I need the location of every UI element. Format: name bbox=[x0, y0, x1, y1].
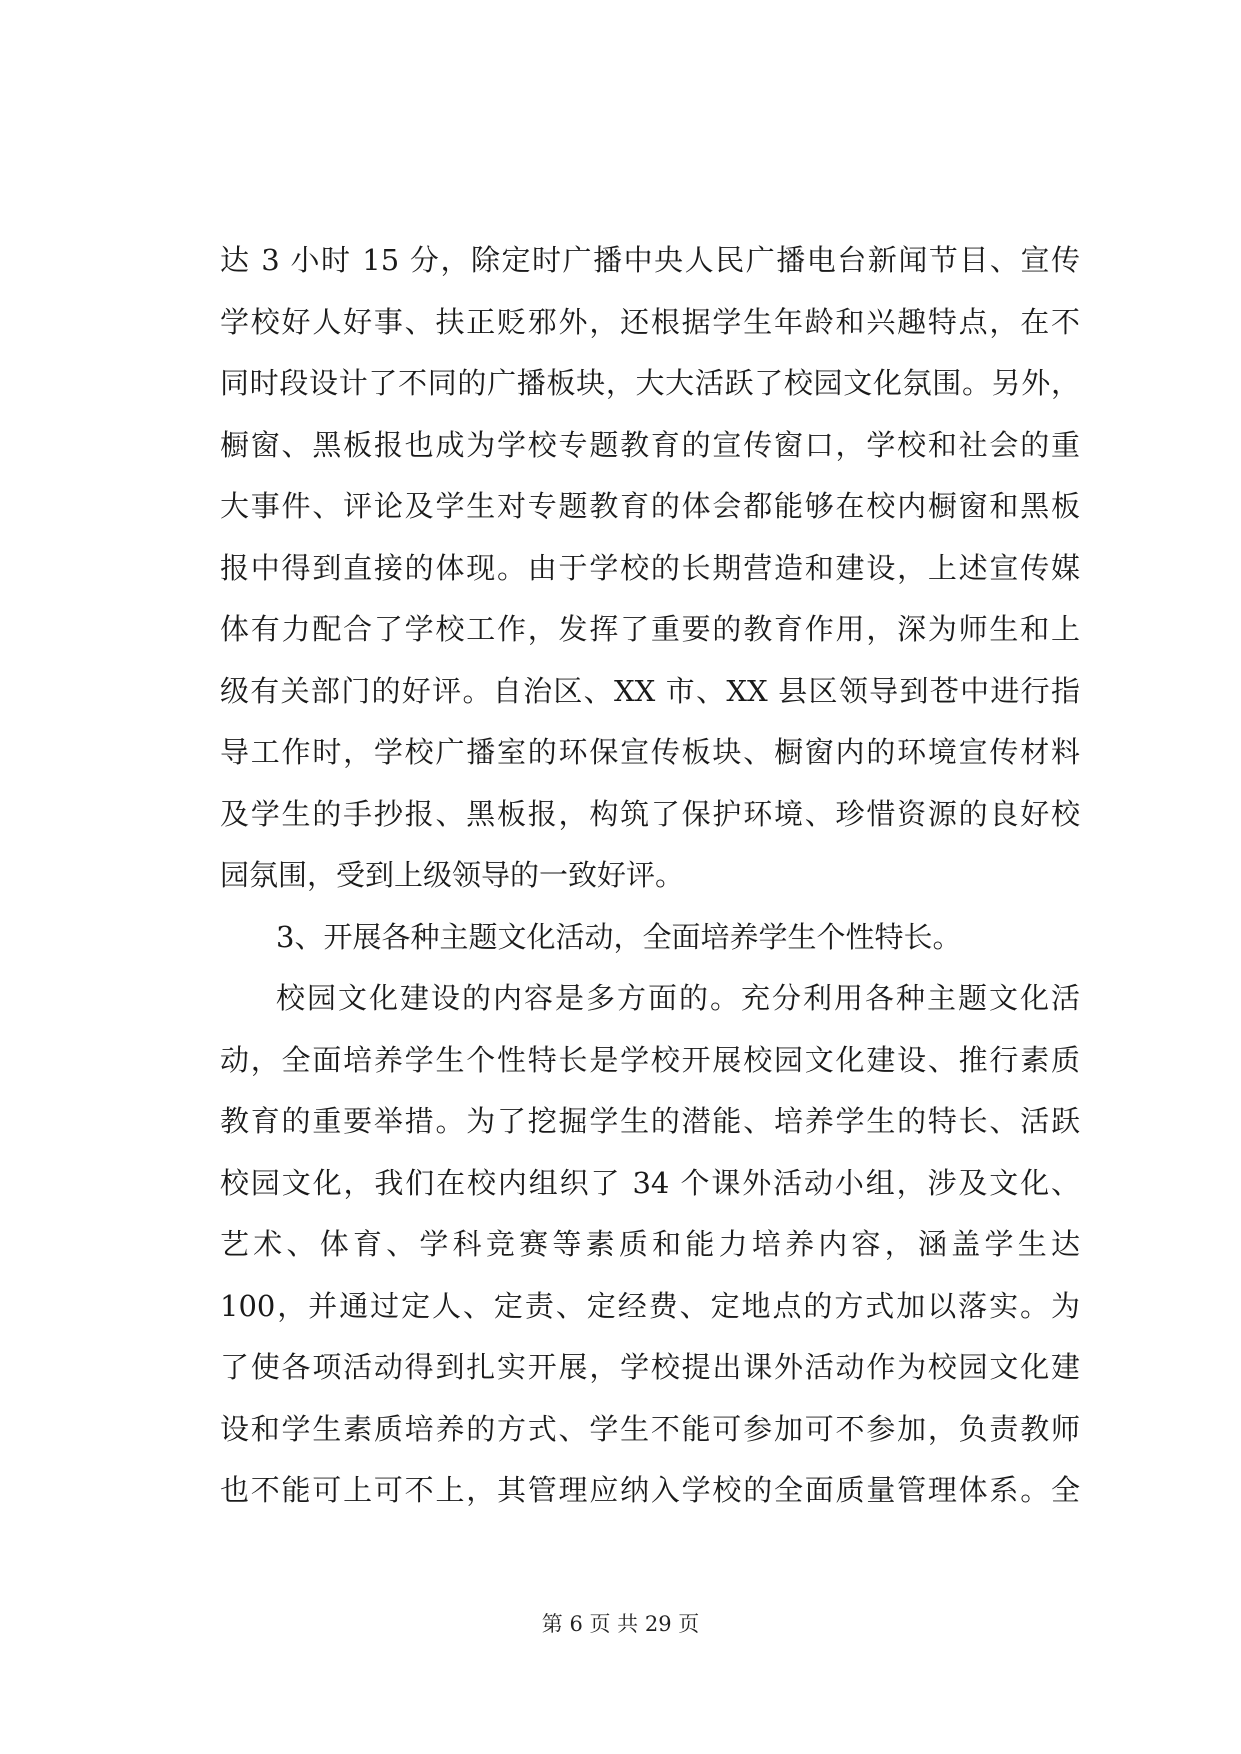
text-line: 也不能可上可不上，其管理应纳入学校的全面质量管理体系。全 bbox=[220, 1473, 1080, 1507]
text-line: 及学生的手抄报、黑板报，构筑了保护环境、珍惜资源的良好校 bbox=[220, 796, 1080, 831]
text-line: 动，全面培养学生个性特长是学校开展校园文化建设、推行素质 bbox=[220, 1042, 1080, 1077]
text-line: 园氛围，受到上级领导的一致好评。 bbox=[220, 858, 685, 892]
text-line: 100，并通过定人、定责、定经费、定地点的方式加以落实。为 bbox=[220, 1288, 1080, 1323]
body-text bbox=[220, 230, 1080, 1522]
text-line: 校园文化，我们在校内组织了 34 个课外活动小组，涉及文化、 bbox=[220, 1165, 1080, 1200]
text-line: 教育的重要举措。为了挖掘学生的潜能、培养学生的特长、活跃 bbox=[220, 1104, 1080, 1138]
text-line: 同时段设计了不同的广播板块，大大活跃了校园文化氛围。另外， bbox=[220, 366, 1080, 400]
text-line: 报中得到直接的体现。由于学校的长期营造和建设，上述宣传媒 bbox=[220, 550, 1080, 585]
text-line: 艺术、体育、学科竞赛等素质和能力培养内容，涵盖学生达 bbox=[220, 1227, 1080, 1261]
text-line: 学校好人好事、扶正贬邪外，还根据学生年龄和兴趣特点，在不 bbox=[220, 304, 1080, 339]
text-line: 橱窗、黑板报也成为学校专题教育的宣传窗口，学校和社会的重 bbox=[220, 427, 1080, 462]
text-line: 设和学生素质培养的方式、学生不能可参加可不参加，负责教师 bbox=[220, 1411, 1080, 1446]
text-line: 校园文化建设的内容是多方面的。充分利用各种主题文化活 bbox=[276, 981, 1080, 1015]
text-line: 体有力配合了学校工作，发挥了重要的教育作用，深为师生和上 bbox=[220, 612, 1080, 646]
text-line: 了使各项活动得到扎实开展，学校提出课外活动作为校园文化建 bbox=[220, 1350, 1080, 1384]
text-line: 大事件、评论及学生对专题教育的体会都能够在校内橱窗和黑板 bbox=[220, 489, 1080, 523]
text-line: 级有关部门的好评。自治区、XX 市、XX 县区领导到苍中进行指 bbox=[220, 673, 1080, 708]
text-line: 导工作时，学校广播室的环保宣传板块、橱窗内的环境宣传材料 bbox=[220, 735, 1080, 769]
text-line: 达 3 小时 15 分，除定时广播中央人民广播电台新闻节目、宣传 bbox=[220, 243, 1080, 277]
page-number: 第 6 页 共 29 页 bbox=[541, 1612, 700, 1636]
section-heading: 3、开展各种主题文化活动，全面培养学生个性特长。 bbox=[276, 919, 962, 954]
